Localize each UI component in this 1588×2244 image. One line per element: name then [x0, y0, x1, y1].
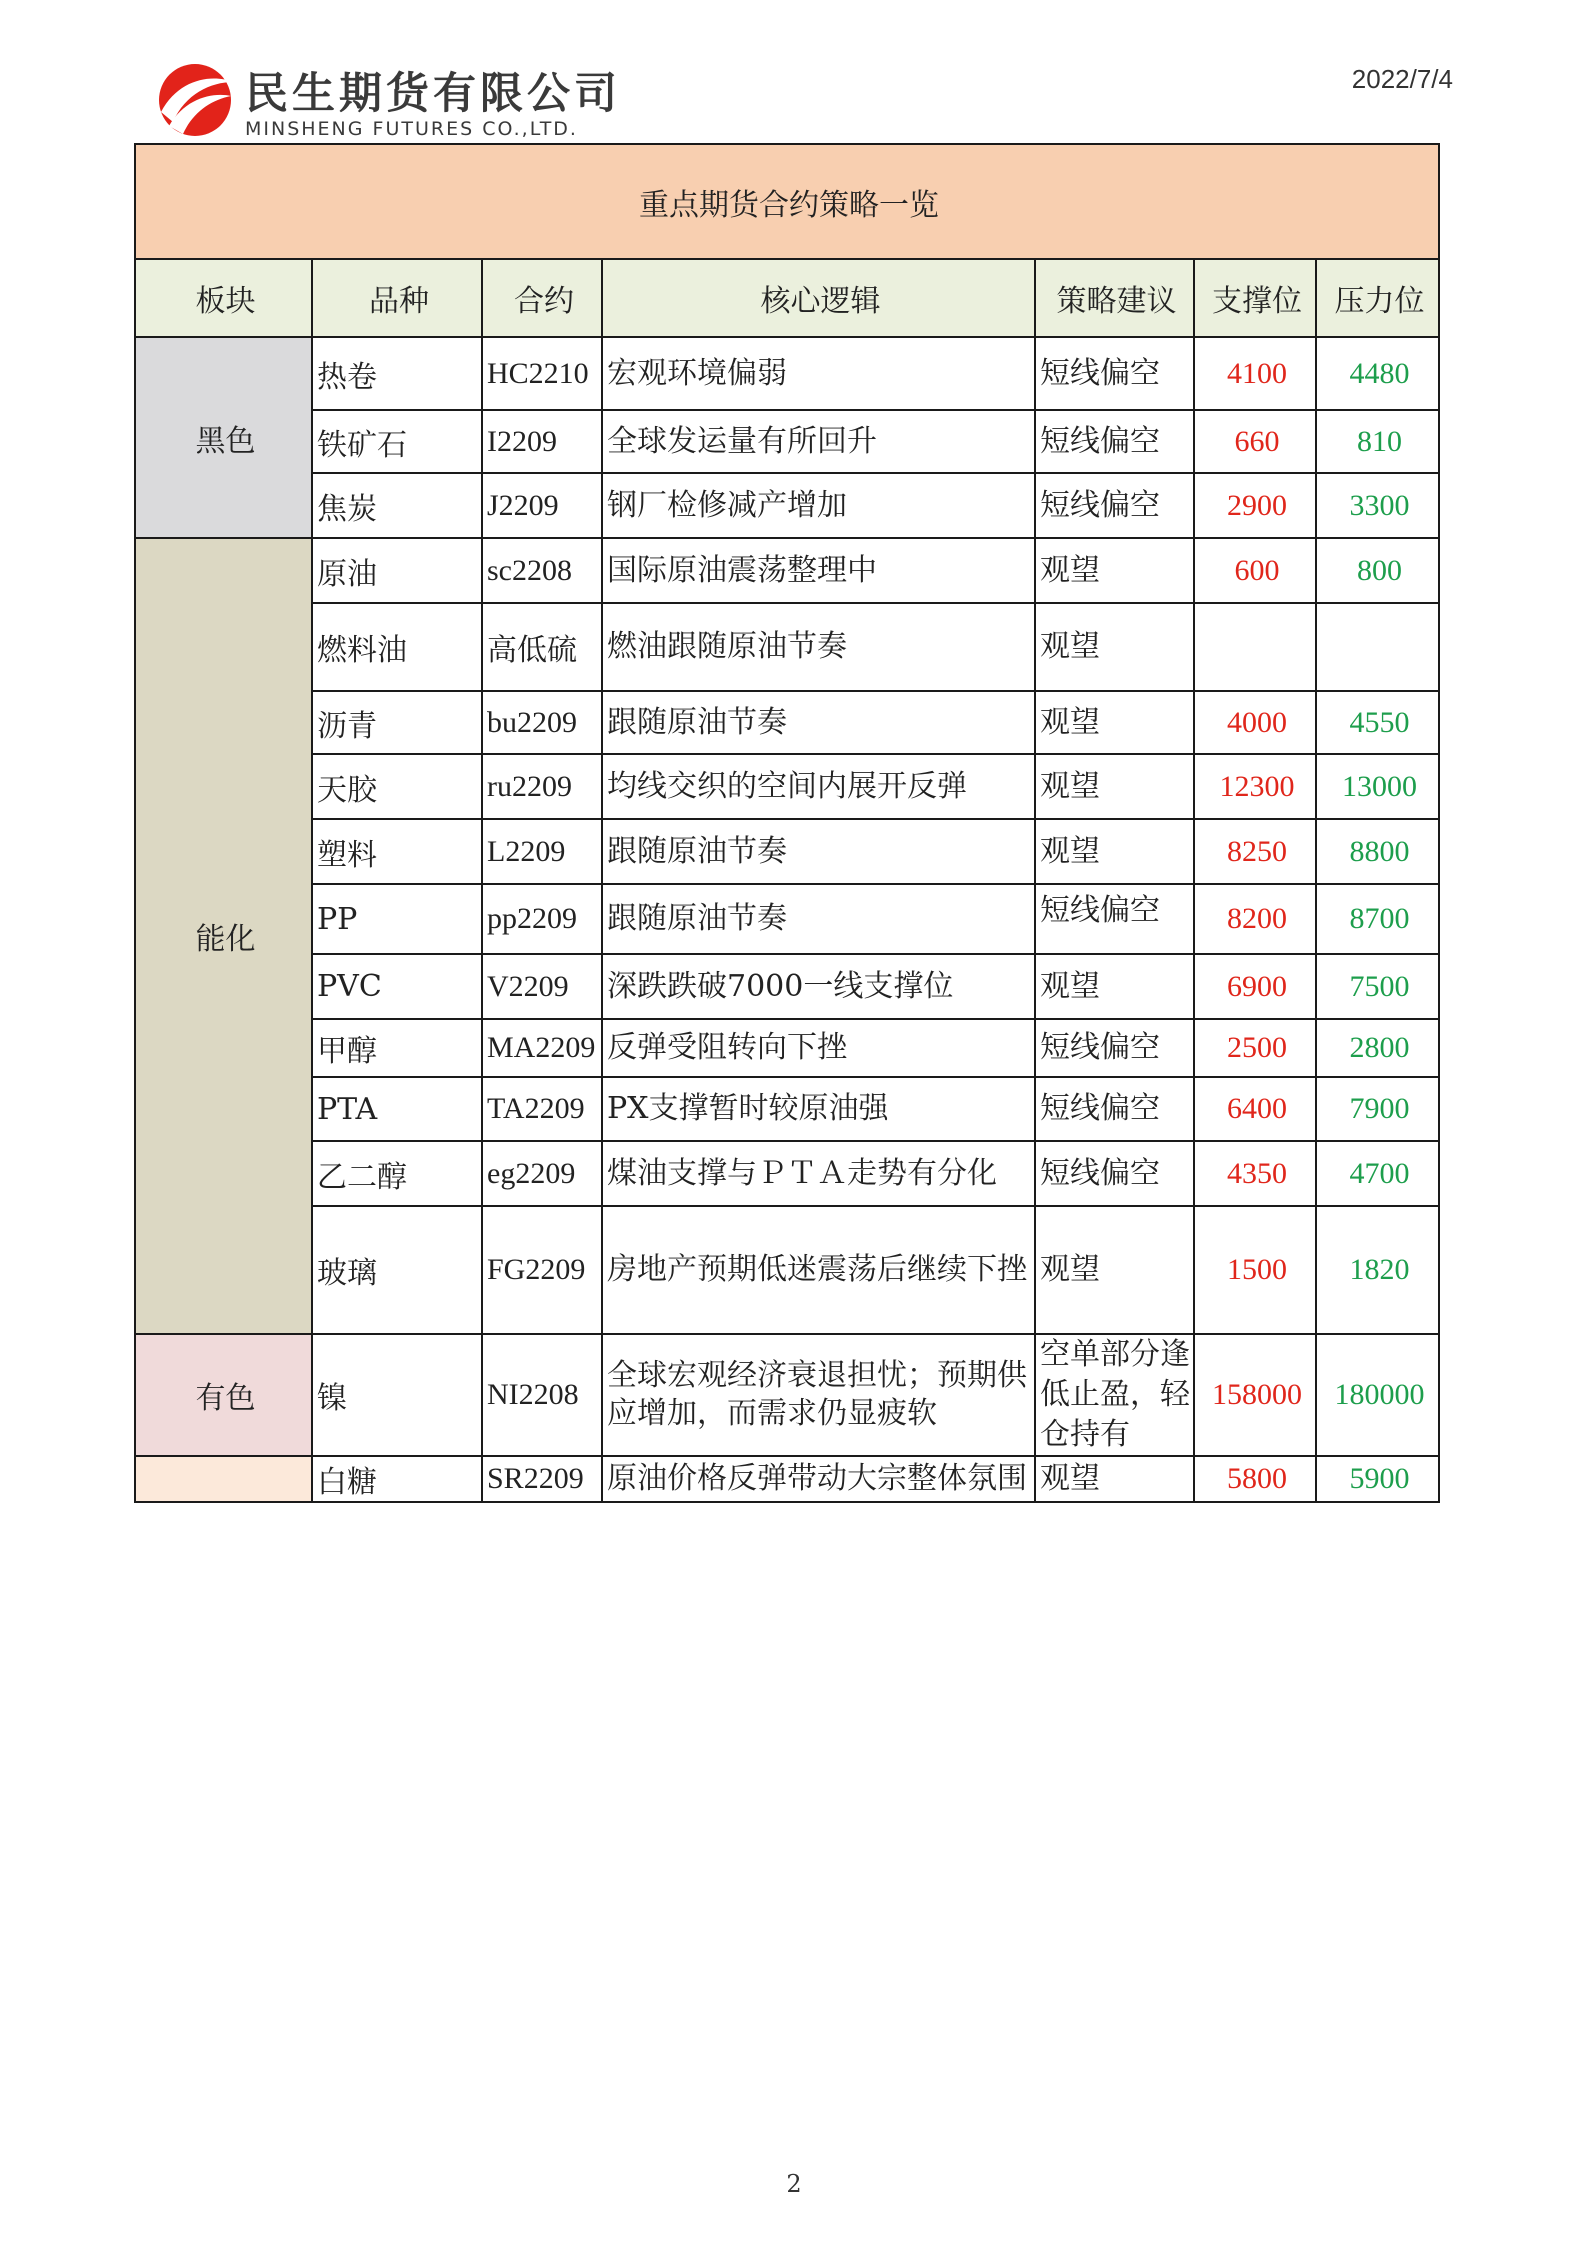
resistance-level-cell: 8700: [1316, 884, 1439, 954]
contract-cell: 高低硫: [482, 603, 602, 691]
core-logic-cell: 跟随原油节奏: [602, 884, 1035, 954]
contract-cell: MA2209: [482, 1019, 602, 1077]
strategy-advice-cell: 短线偏空: [1035, 410, 1194, 473]
table-row: [135, 1141, 1439, 1206]
table-row: [135, 691, 1439, 754]
sector-cell: 有色: [135, 1334, 312, 1456]
strategy-advice-cell: 短线偏空: [1035, 884, 1194, 954]
core-logic-cell: 深跌跌破7000一线支撑位: [602, 954, 1035, 1019]
contract-cell: TA2209: [482, 1077, 602, 1141]
sector-cell: 黑色: [135, 337, 312, 538]
table-row: [135, 1456, 1439, 1502]
strategy-advice-cell: 观望: [1035, 1206, 1194, 1334]
table-row: [135, 538, 1439, 603]
column-header-resistance-level: 压力位: [1316, 259, 1439, 337]
contract-cell: pp2209: [482, 884, 602, 954]
support-level-cell: 8250: [1194, 819, 1316, 884]
contract-cell: sc2208: [482, 538, 602, 603]
variety-cell: 玻璃: [312, 1206, 482, 1334]
variety-cell: 天胶: [312, 754, 482, 819]
contract-cell: SR2209: [482, 1456, 602, 1502]
support-level-cell: 4100: [1194, 337, 1316, 410]
variety-cell: 白糖: [312, 1456, 482, 1502]
page-number: 2: [786, 2170, 802, 2198]
resistance-level-cell: 800: [1316, 538, 1439, 603]
core-logic-cell: 反弹受阻转向下挫: [602, 1019, 1035, 1077]
variety-cell: 甲醇: [312, 1019, 482, 1077]
core-logic-cell: 跟随原油节奏: [602, 819, 1035, 884]
contract-cell: HC2210: [482, 337, 602, 410]
core-logic-cell: 国际原油震荡整理中: [602, 538, 1035, 603]
variety-cell: 铁矿石: [312, 410, 482, 473]
variety-cell: PVC: [312, 954, 482, 1019]
strategy-advice-cell: 观望: [1035, 603, 1194, 691]
variety-cell: 焦炭: [312, 473, 482, 538]
core-logic-cell: 煤油支撑与ＰＴＡ走势有分化: [602, 1141, 1035, 1206]
table-row: [135, 1019, 1439, 1077]
strategy-advice-cell: 观望: [1035, 954, 1194, 1019]
support-level-cell: 1500: [1194, 1206, 1316, 1334]
minsheng-logo-icon: [155, 60, 235, 140]
column-header-sector: 板块: [135, 259, 312, 337]
table-title: 重点期货合约策略一览: [135, 144, 1439, 259]
core-logic-cell: 全球发运量有所回升: [602, 410, 1035, 473]
table-row: [135, 337, 1439, 410]
support-level-cell: 8200: [1194, 884, 1316, 954]
sector-cell: [135, 1456, 312, 1502]
strategy-advice-cell: 短线偏空: [1035, 473, 1194, 538]
strategy-advice-cell: 观望: [1035, 754, 1194, 819]
support-level-cell: 5800: [1194, 1456, 1316, 1502]
resistance-level-cell: 13000: [1316, 754, 1439, 819]
strategy-advice-cell: 观望: [1035, 819, 1194, 884]
strategy-advice-cell: 短线偏空: [1035, 1141, 1194, 1206]
resistance-level-cell: 4700: [1316, 1141, 1439, 1206]
support-level-cell: 6900: [1194, 954, 1316, 1019]
table-row: [135, 410, 1439, 473]
strategy-advice-cell: 观望: [1035, 691, 1194, 754]
variety-cell: 乙二醇: [312, 1141, 482, 1206]
support-level-cell: 12300: [1194, 754, 1316, 819]
variety-cell: 镍: [312, 1334, 482, 1456]
support-level-cell: 4000: [1194, 691, 1316, 754]
resistance-level-cell: 8800: [1316, 819, 1439, 884]
resistance-level-cell: 2800: [1316, 1019, 1439, 1077]
resistance-level-cell: 4480: [1316, 337, 1439, 410]
support-level-cell: 660: [1194, 410, 1316, 473]
variety-cell: 沥青: [312, 691, 482, 754]
contract-cell: NI2208: [482, 1334, 602, 1456]
variety-cell: 塑料: [312, 819, 482, 884]
support-level-cell: 600: [1194, 538, 1316, 603]
core-logic-cell: 钢厂检修减产增加: [602, 473, 1035, 538]
contract-cell: J2209: [482, 473, 602, 538]
core-logic-cell: 房地产预期低迷震荡后继续下挫: [602, 1206, 1035, 1334]
support-level-cell: 2900: [1194, 473, 1316, 538]
resistance-level-cell: 810: [1316, 410, 1439, 473]
variety-cell: 原油: [312, 538, 482, 603]
contract-cell: ru2209: [482, 754, 602, 819]
support-level-cell: 4350: [1194, 1141, 1316, 1206]
resistance-level-cell: 5900: [1316, 1456, 1439, 1502]
resistance-level-cell: 1820: [1316, 1206, 1439, 1334]
table-row: [135, 754, 1439, 819]
resistance-level-cell: 7900: [1316, 1077, 1439, 1141]
table-row: [135, 1206, 1439, 1334]
core-logic-cell: 燃油跟随原油节奏: [602, 603, 1035, 691]
core-logic-cell: PX支撑暂时较原油强: [602, 1077, 1035, 1141]
page-header: [155, 58, 1455, 148]
column-header-contract: 合约: [482, 259, 602, 337]
support-level-cell: [1194, 603, 1316, 691]
contract-cell: I2209: [482, 410, 602, 473]
table-row: [135, 473, 1439, 538]
column-header-core-logic: 核心逻辑: [602, 259, 1035, 337]
contract-cell: bu2209: [482, 691, 602, 754]
contract-cell: V2209: [482, 954, 602, 1019]
sector-cell: 能化: [135, 538, 312, 1334]
core-logic-cell: 原油价格反弹带动大宗整体氛围: [602, 1456, 1035, 1502]
variety-cell: PP: [312, 884, 482, 954]
strategy-advice-cell: 短线偏空: [1035, 1019, 1194, 1077]
table-row: [135, 954, 1439, 1019]
resistance-level-cell: 4550: [1316, 691, 1439, 754]
variety-cell: 热卷: [312, 337, 482, 410]
resistance-level-cell: [1316, 603, 1439, 691]
core-logic-cell: 均线交织的空间内展开反弹: [602, 754, 1035, 819]
contract-cell: FG2209: [482, 1206, 602, 1334]
core-logic-cell: 全球宏观经济衰退担忧；预期供应增加，而需求仍显疲软: [602, 1334, 1035, 1456]
column-header-variety: 品种: [312, 259, 482, 337]
contract-cell: L2209: [482, 819, 602, 884]
strategy-advice-cell: 短线偏空: [1035, 1077, 1194, 1141]
resistance-level-cell: 180000: [1316, 1334, 1439, 1456]
core-logic-cell: 跟随原油节奏: [602, 691, 1035, 754]
table-row: [135, 603, 1439, 691]
variety-cell: PTA: [312, 1077, 482, 1141]
table-row: [135, 1077, 1439, 1141]
table-row: [135, 819, 1439, 884]
table-row: [135, 1334, 1439, 1456]
strategy-advice-cell: 观望: [1035, 1456, 1194, 1502]
variety-cell: 燃料油: [312, 603, 482, 691]
strategy-table: [134, 143, 1440, 1503]
table-row: [135, 884, 1439, 954]
support-level-cell: 6400: [1194, 1077, 1316, 1141]
company-name-en: MINSHENG FUTURES CO.,LTD.: [245, 118, 578, 140]
contract-cell: eg2209: [482, 1141, 602, 1206]
core-logic-cell: 宏观环境偏弱: [602, 337, 1035, 410]
resistance-level-cell: 7500: [1316, 954, 1439, 1019]
strategy-advice-cell: 短线偏空: [1035, 337, 1194, 410]
report-date: 2022/7/4: [1351, 64, 1453, 94]
support-level-cell: 2500: [1194, 1019, 1316, 1077]
support-level-cell: 158000: [1194, 1334, 1316, 1456]
column-header-strategy-advice: 策略建议: [1035, 259, 1194, 337]
strategy-advice-cell: 空单部分逢低止盈，轻仓持有: [1035, 1334, 1194, 1456]
resistance-level-cell: 3300: [1316, 473, 1439, 538]
strategy-advice-cell: 观望: [1035, 538, 1194, 603]
company-name-cn: 民生期货有限公司: [245, 69, 621, 119]
column-header-support-level: 支撑位: [1194, 259, 1316, 337]
